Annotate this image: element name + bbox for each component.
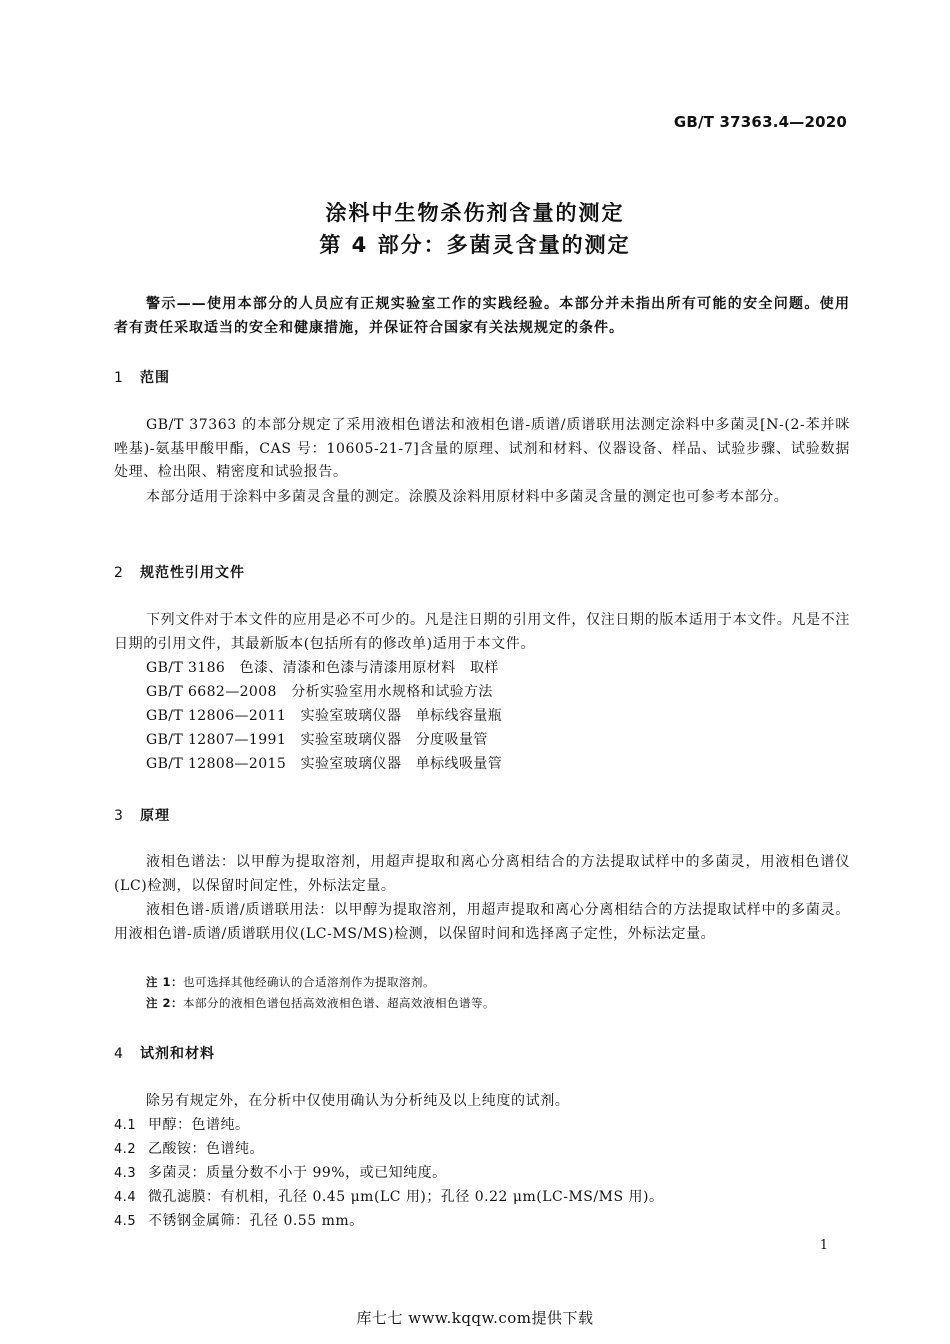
- section-title: 规范性引用文件: [140, 565, 245, 581]
- note-text: 本部分的液相色谱包括高效液相色谱、超高效液相色谱等。: [183, 996, 496, 1010]
- item-text: 乙酸铵：色谱纯。: [148, 1141, 264, 1157]
- note-label: 注 1：: [146, 975, 184, 989]
- section-title: 范围: [140, 370, 170, 386]
- reference-item: GB/T 12807—1991 实验室玻璃仪器 分度吸量管: [146, 732, 488, 748]
- reagent-item: [114, 1161, 447, 1186]
- reference-item: GB/T 12806—2011 实验室玻璃仪器 单标线容量瓶: [146, 708, 503, 724]
- note-text: 也可选择其他经确认的合适溶剂作为提取溶剂。: [183, 975, 436, 989]
- note-2: [146, 993, 495, 1013]
- scope-paragraph-1: GB/T 37363 的本部分规定了采用液相色谱法和液相色谱-质谱/质谱联用法测定涂料中多菌灵[N-(2-苯并咪唑基)-氨基甲酸甲酯，CAS 号：10605-21-7]含量的原理、试剂和材料、仪器设备、样品、试验步骤、试验数据处理、检出限、精密度和试验报告。: [114, 417, 850, 480]
- section-number: 1: [114, 370, 124, 386]
- item-text: 微孔滤膜：有机相，孔径 0.45 μm(LC 用)；孔径 0.22 μm(LC-MS/MS 用)。: [148, 1189, 664, 1205]
- page-number: 1: [819, 1238, 828, 1253]
- download-footer: 库七七 www.kqqw.com提供下载: [356, 1309, 594, 1327]
- reference-item: GB/T 3186 色漆、清漆和色漆与清漆用原材料 取样: [146, 660, 499, 676]
- item-number: 4.4: [114, 1190, 137, 1205]
- item-text: 多菌灵：质量分数不小于 99%，或已知纯度。: [148, 1165, 447, 1181]
- reference-item: GB/T 6682—2008 分析实验室用水规格和试验方法: [146, 684, 493, 700]
- document-title: 涂料中生物杀伤剂含量的测定: [325, 201, 625, 225]
- standard-number: GB/T 37363.4—2020: [673, 113, 847, 131]
- section-number: 3: [114, 808, 124, 824]
- section-title: 试剂和材料: [140, 1046, 215, 1062]
- principle-paragraph-2: 液相色谱-质谱/质谱联用法：以甲醇为提取溶剂，用超声提取和离心分离相结合的方法提取试样中的多菌灵。用液相色谱-质谱/质谱联用仪(LC-MS/MS)检测，以保留时间和选择离子定性，外标法定量。: [114, 902, 850, 942]
- reference-item: GB/T 12808—2015 实验室玻璃仪器 单标线吸量管: [146, 756, 503, 772]
- item-text: 不锈钢金属筛：孔径 0.55 mm。: [148, 1213, 364, 1229]
- reagent-item: [114, 1137, 264, 1162]
- section-number: 4: [114, 1046, 124, 1062]
- section-1-heading: [114, 367, 170, 387]
- reagent-item: [114, 1185, 663, 1210]
- principle-paragraph-1: 液相色谱法：以甲醇为提取溶剂，用超声提取和离心分离相结合的方法提取试样中的多菌灵，用液相色谱仪(LC)检测，以保留时间定性，外标法定量。: [114, 854, 850, 894]
- reagents-intro: 除另有规定外，在分析中仅使用确认为分析纯及以上纯度的试剂。: [146, 1093, 570, 1109]
- item-number: 4.2: [114, 1142, 137, 1157]
- item-number: 4.1: [114, 1118, 137, 1133]
- section-4-heading: [114, 1043, 215, 1063]
- scope-paragraph-2: 本部分适用于涂料中多菌灵含量的测定。涂膜及涂料用原材料中多菌灵含量的测定也可参考本部分。: [146, 489, 789, 505]
- section-2-heading: [114, 562, 245, 582]
- section-3-heading: [114, 805, 170, 825]
- note-1: [146, 972, 435, 992]
- section-number: 2: [114, 565, 124, 581]
- note-label: 注 2：: [146, 996, 184, 1010]
- reagent-item: [114, 1113, 250, 1138]
- warning-paragraph: 警示——使用本部分的人员应有正规实验室工作的实践经验。本部分并未指出所有可能的安全问题。使用者有责任采取适当的安全和健康措施，并保证符合国家有关法规规定的条件。: [114, 296, 850, 336]
- references-intro: 下列文件对于本文件的应用是必不可少的。凡是注日期的引用文件，仅注日期的版本适用于本文件。凡是不注日期的引用文件，其最新版本(包括所有的修改单)适用于本文件。: [114, 612, 850, 652]
- item-number: 4.5: [114, 1214, 137, 1229]
- item-number: 4.3: [114, 1166, 137, 1181]
- document-subtitle: 第 4 部分：多菌灵含量的测定: [319, 233, 631, 257]
- section-title: 原理: [140, 808, 170, 824]
- item-text: 甲醇：色谱纯。: [148, 1117, 250, 1133]
- reagent-item: [114, 1209, 364, 1234]
